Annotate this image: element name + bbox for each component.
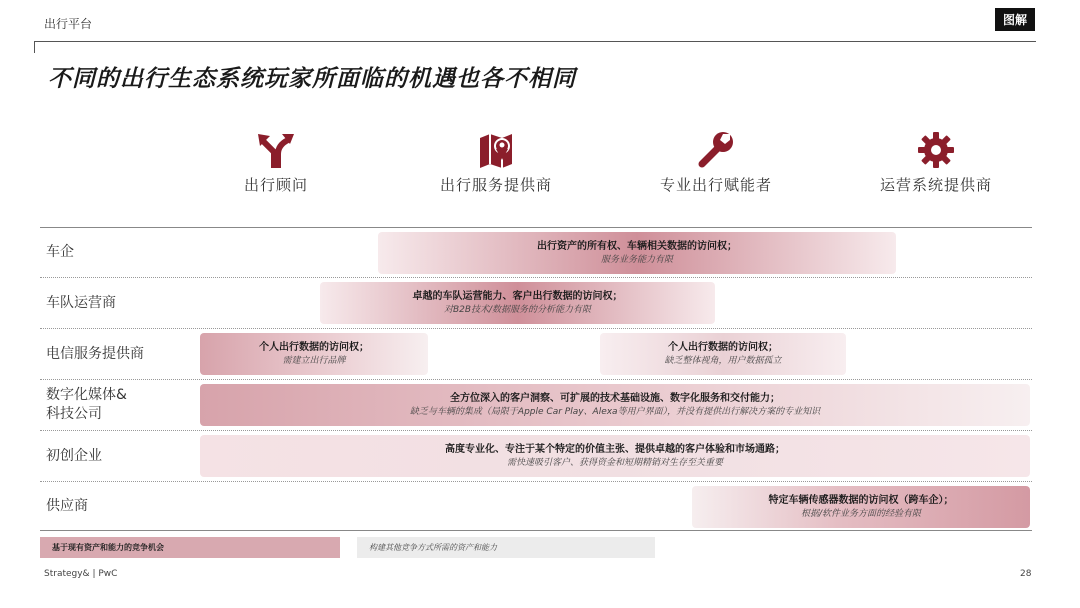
bar-gap: 对B2B技术/数据服务的分析能力有限 xyxy=(443,304,592,315)
role-label: 出行服务提供商 xyxy=(439,176,552,194)
bar-strength: 个人出行数据的访问权； xyxy=(259,341,369,353)
bar-gap: 需建立出行品牌 xyxy=(282,355,346,366)
row-label-startups: 初创企业 xyxy=(46,448,102,464)
source-footer: Strategy& | PwC xyxy=(44,569,118,579)
title-rule xyxy=(34,41,1036,42)
row-label-line: 数字化媒体& xyxy=(46,387,127,403)
role-service-provider xyxy=(396,130,596,195)
role-label: 运营系统提供商 xyxy=(879,176,992,194)
bar-gap: 缺乏整体视角，用户数据孤立 xyxy=(664,355,782,366)
section-label: 出行平台 xyxy=(44,17,93,31)
bar-gap: 服务业务能力有限 xyxy=(600,254,673,265)
opportunity-bar-automakers xyxy=(378,232,896,274)
bar-gap: 根据/软件业务方面的经验有限 xyxy=(800,508,922,519)
map-pin-icon xyxy=(476,130,516,170)
row-label-digital-media-tech xyxy=(46,386,127,424)
row-divider xyxy=(40,328,1032,329)
bar-strength: 高度专业化、专注于某个特定的价值主张、提供卓越的客户体验和市场通路； xyxy=(445,443,785,455)
opportunity-bar-telecom-advisor xyxy=(200,333,428,375)
title-rule-tick xyxy=(34,41,35,53)
opportunity-bar-suppliers xyxy=(692,486,1030,528)
page-title: 不同的出行生态系统玩家所面临的机遇也各不相同 xyxy=(48,66,576,92)
legend-needed-assets: 构建其他竞争方式所需的资产和能力 xyxy=(357,537,655,558)
row-label-suppliers: 供应商 xyxy=(46,498,88,514)
role-ops-system-provider xyxy=(836,130,1036,195)
wrench-icon xyxy=(696,130,736,170)
opportunity-bar-startups xyxy=(200,435,1030,477)
role-label: 专业出行赋能者 xyxy=(659,176,772,194)
opportunity-bar-telecom-enabler xyxy=(600,333,846,375)
role-travel-advisor xyxy=(176,130,376,195)
row-divider-bottom xyxy=(40,530,1032,531)
bar-gap: 缺乏与车辆的集成（局限于Apple Car Play、Alexa等用户界面），并没有提供出行解决方案的专业知识 xyxy=(409,406,821,417)
page-number: 28 xyxy=(1020,569,1032,579)
diagram-badge: 图解 xyxy=(995,8,1035,31)
gear-icon xyxy=(916,130,956,170)
row-label-fleet-operators: 车队运营商 xyxy=(46,295,116,311)
row-divider xyxy=(40,481,1032,482)
row-divider-top xyxy=(40,227,1032,228)
row-label-automakers: 车企 xyxy=(46,244,74,260)
split-arrow-icon xyxy=(256,130,296,170)
opportunity-bar-digital-media-tech xyxy=(200,384,1030,426)
row-divider xyxy=(40,379,1032,380)
row-divider xyxy=(40,430,1032,431)
bar-gap: 需快速吸引客户、获得资金和短期精销对生存至关重要 xyxy=(506,457,723,468)
opportunity-bar-fleet-operators xyxy=(320,282,715,324)
bar-strength: 出行资产的所有权、车辆相关数据的访问权； xyxy=(537,240,737,252)
legend-existing-assets: 基于现有资产和能力的竞争机会 xyxy=(40,537,340,558)
row-label-telecom-providers: 电信服务提供商 xyxy=(46,346,144,362)
bar-strength: 卓越的车队运营能力、客户出行数据的访问权； xyxy=(412,290,623,302)
role-label: 出行顾问 xyxy=(243,176,308,194)
row-divider xyxy=(40,277,1032,278)
row-label-line: 科技公司 xyxy=(46,406,102,422)
bar-strength: 特定车辆传感器数据的访问权（跨车企）； xyxy=(768,494,954,506)
bar-strength: 个人出行数据的访问权； xyxy=(668,341,778,353)
role-mobility-enabler xyxy=(616,130,816,195)
bar-strength: 全方位深入的客户洞察、可扩展的技术基础设施、数字化服务和交付能力； xyxy=(450,392,780,404)
